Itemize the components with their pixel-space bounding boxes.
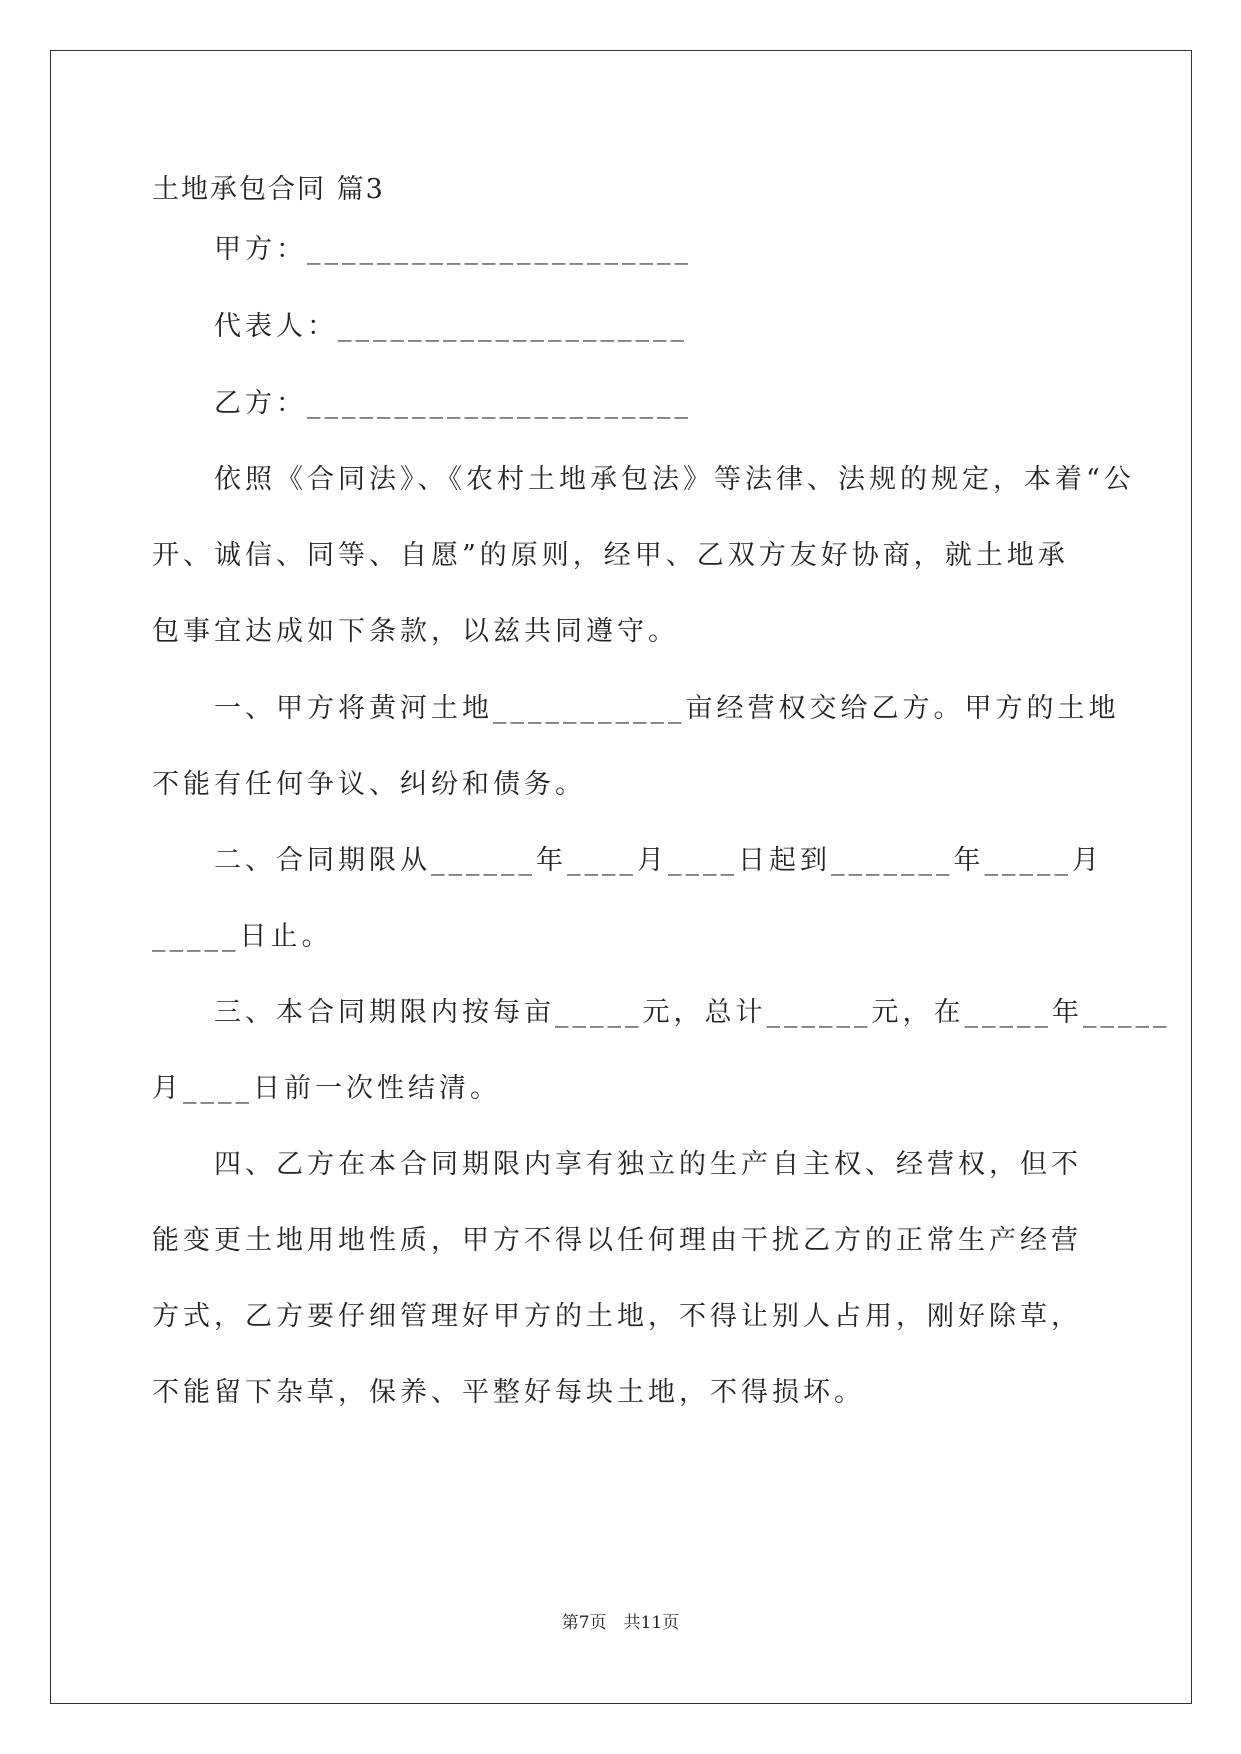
clause-4-line-4: 不能留下杂草，保养、平整好每块土地，不得损坏。: [152, 1377, 865, 1408]
clause-2-line-1: 二、合同期限从______年____月____日起到_______年_____月: [214, 845, 1103, 876]
clause-2-line-2: _____日止。: [152, 921, 333, 952]
party-b-line: 乙方：______________________: [214, 388, 692, 419]
clause-4-line-2: 能变更土地用地性质，甲方不得以任何理由干扰乙方的正常生产经营: [152, 1225, 1082, 1256]
preamble-line-2: 开、诚信、同等、自愿”的原则，经甲、乙双方友好协商，就土地承: [152, 540, 1069, 571]
clause-4-line-3: 方式，乙方要仔细管理好甲方的土地，不得让别人占用，刚好除草，: [152, 1301, 1082, 1332]
preamble-line-3: 包事宜达成如下条款，以兹共同遵守。: [152, 616, 679, 647]
document-title: 土地承包合同 篇3: [152, 174, 385, 205]
clause-3-line-1: 三、本合同期限内按每亩_____元，总计______元，在_____年_____: [214, 997, 1171, 1028]
clause-1-line-1: 一、甲方将黄河土地___________亩经营权交给乙方。甲方的土地: [214, 693, 1120, 724]
clause-4-line-1: 四、乙方在本合同期限内享有独立的生产自主权、经营权，但不: [214, 1149, 1082, 1180]
page-number: 第7页 共11页: [561, 1613, 680, 1633]
preamble-line-1: 依照《合同法》、《农村土地承包法》等法律、法规的规定，本着“公: [214, 464, 1135, 495]
clause-3-line-2: 月____日前一次性结清。: [152, 1073, 501, 1104]
clause-1-line-2: 不能有任何争议、纠纷和债务。: [152, 769, 586, 800]
representative-line: 代表人：____________________: [214, 311, 688, 342]
party-a-line: 甲方：______________________: [214, 234, 692, 265]
